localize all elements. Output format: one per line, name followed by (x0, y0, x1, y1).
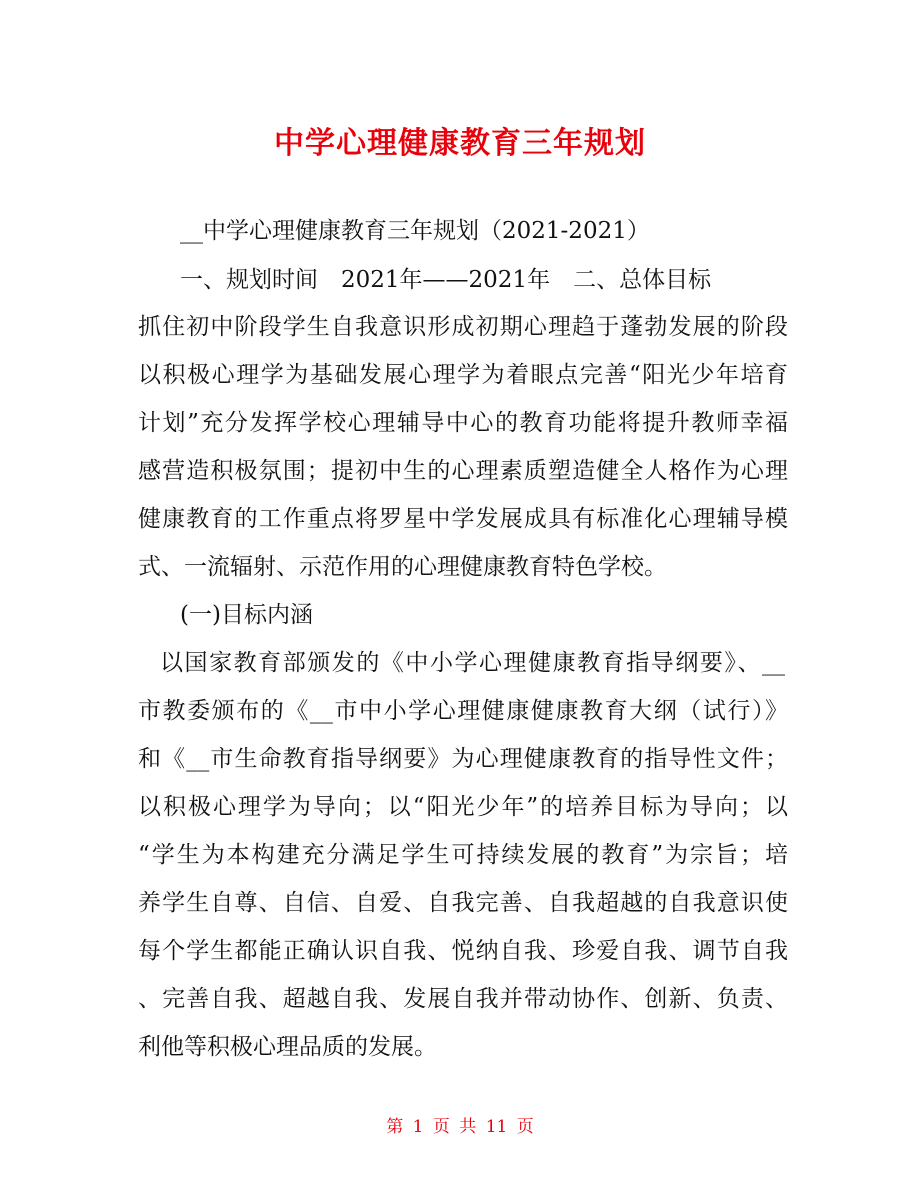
paragraph-line: 抓住初中阶段学生自我意识形成初期心理趋于蓬勃发展的阶段 (138, 314, 788, 340)
paragraph-line: 以积极心理学为基础发展心理学为着眼点完善“阳光少年培育 (138, 362, 788, 388)
paragraph-line: 养学生自尊、自信、自爱、自我完善、自我超越的自我意识使 (138, 890, 788, 916)
paragraph-line: 以国家教育部颁发的《中小学心理健康教育指导纲要》、__ (160, 650, 785, 676)
page-number-footer: 第 1 页 共 11 页 (386, 1117, 534, 1137)
paragraph-line: 每个学生都能正确认识自我、悦纳自我、珍爱自我、调节自我 (138, 938, 788, 964)
paragraph-line: 健康教育的工作重点将罗星中学发展成具有标准化心理辅导模 (138, 506, 788, 532)
section-heading-line: 一、规划时间 2021年——2021年 二、总体目标 (180, 267, 712, 293)
paragraph-line: 、完善自我、超越自我、发展自我并带动协作、创新、负责、 (138, 986, 788, 1012)
subtitle-line: __中学心理健康教育三年规划（2021-2021） (180, 218, 650, 244)
paragraph-line: “学生为本构建充分满足学生可持续发展的教育”为宗旨；培 (138, 842, 788, 868)
paragraph-line: 和《__市生命教育指导纲要》为心理健康教育的指导性文件； (138, 746, 788, 772)
subsection-heading: (一)目标内涵 (180, 602, 313, 628)
document-title: 中学心理健康教育三年规划 (274, 126, 646, 161)
paragraph-line: 利他等积极心理品质的发展。 (138, 1034, 437, 1060)
paragraph-line: 以积极心理学为导向；以“阳光少年”的培养目标为导向；以 (138, 794, 788, 820)
paragraph-line: 计划”充分发挥学校心理辅导中心的教育功能将提升教师幸福 (138, 410, 788, 436)
paragraph-line: 感营造积极氛围；提初中生的心理素质塑造健全人格作为心理 (138, 458, 788, 484)
paragraph-line: 式、一流辐射、示范作用的心理健康教育特色学校。 (138, 554, 667, 580)
paragraph-line: 市教委颁布的《__市中小学心理健康健康教育大纲（试行）》 (138, 698, 788, 724)
